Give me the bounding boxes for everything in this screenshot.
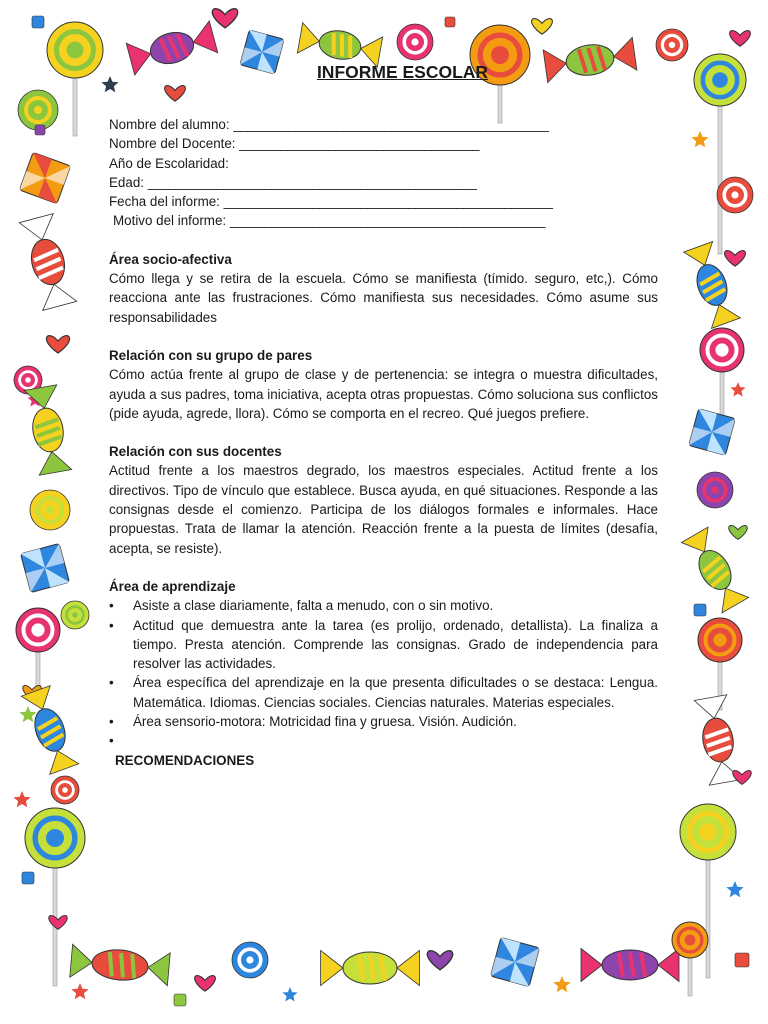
header-fields [109,115,658,231]
bullet-icon: • [109,714,114,730]
field-student-name-blank: ______________________________________________ [233,117,549,132]
swirl-candy-icon [18,90,58,130]
star-icon [71,983,88,999]
star-icon [553,976,570,992]
gumdrop-icon [35,125,45,135]
wrapped-candy-icon [19,214,77,311]
square-candy-icon [21,544,70,593]
field-school-year: Año de Escolaridad: [109,155,229,171]
swirl-candy-icon [51,776,79,804]
field-report-date: Fecha del informe: ________________________________________________ [109,194,553,210]
square-candy-icon [689,409,736,456]
field-report-reason-blank: ______________________________________________ [229,213,545,229]
heart-icon [532,19,553,35]
star-icon [730,382,745,397]
wrapped-candy-icon [581,949,679,982]
list-item-empty [109,731,658,750]
bullet-icon: • [109,598,114,614]
gumdrop-icon [735,953,749,967]
heart-icon [195,976,216,992]
list-item: • Área sensorio-motora: Motricidad fina y gruesa. Visión. Audición. [109,712,658,731]
section-peer-group [109,346,658,423]
star-icon [726,881,743,897]
section-heading: Área de aprendizaje [109,578,236,594]
list-item: • Área específica del aprendizaje en la que presenta dificultades o se destaca: Lengua. Matemática. Idiomas. Ciencias sociales. Ciencias naturales. Materias especiales. [109,675,658,710]
heart-icon [49,916,67,930]
star-icon [19,706,36,722]
heart-icon [733,771,751,785]
page-title: INFORME ESCOLAR [316,62,489,82]
heart-icon [427,951,452,970]
star-icon [282,987,297,1002]
bullet-icon: • [109,675,114,691]
wrapped-candy-icon [70,944,171,985]
field-teacher-name: Nombre del Docente: ___________________________________ [109,136,479,152]
field-teacher-name-blank: ___________________________________ [239,136,479,152]
square-candy-icon [491,938,540,987]
swirl-candy-icon [232,942,268,978]
heart-icon [46,336,69,353]
section-text: Cómo actúa frente al grupo de clase y de pertenencia: se integra o muestra dificultades, ayuda a sus padres, toma iniciativa, acepta otras propuestas. Cómo soluciona sus conflictos (pide ayuda, agrede, llora). Cómo se comporta en el recreo. Qué juegos prefiere. [109,367,658,421]
heart-icon [725,251,746,267]
section-heading: Relación con su grupo de pares [109,347,313,363]
swirl-candy-icon [397,24,433,60]
section-text: Actitud frente a los maestros degrado, los maestros especiales. Actitud frente a los directivos. Tipo de vínculo que establece. Busca ayuda, en qué situaciones. Responde a las consignas desde el comienzo. Participa de los diálogos formales e informales. Hace propuestas. Trata de llamar la atención. Reacción frente a la puesta de límites (desafía, acepta, se resiste). [109,463,658,556]
bullet-icon: • [109,733,114,749]
swirl-candy-icon [656,29,688,61]
section-teachers [109,442,658,558]
learning-list [109,596,658,750]
field-report-date-blank: ________________________________________________ [223,194,553,210]
swirl-candy-icon [717,177,753,213]
gumdrop-icon [174,994,186,1006]
star-icon [691,131,708,147]
recommendations-heading: RECOMENDACIONES [115,752,255,768]
swirl-candy-icon [697,472,733,508]
wrapped-candy-icon [21,686,78,775]
swirl-candy-icon [30,490,70,530]
star-icon [13,791,30,807]
wrapped-candy-icon [297,23,382,67]
field-age: Edad: ________________________________________________ [109,174,477,190]
section-learning [109,577,658,751]
field-report-reason: Motivo del informe: ______________________________________________ [113,213,545,229]
gumdrop-icon [445,17,455,27]
gumdrop-icon [694,604,706,616]
list-item: • Actitud que demuestra ante la tarea (es prolijo, ordenado, detallista). La finaliza a tiempo. Presta atención. Comprende las consignas. Grado de independencia para resolver las actividades. [109,617,658,672]
wrapped-candy-icon [681,527,748,613]
gumdrop-icon [22,872,34,884]
section-heading: Área socio-afectiva [109,251,232,267]
section-text: Cómo llega y se retira de la escuela. Cómo se manifiesta (tímido. seguro, etc,). Cómo reacciona ante las frustraciones. Cómo manifiesta sus necesidades. Cómo asume sus responsabilidades [109,271,658,325]
field-age-blank: ________________________________________________ [147,174,477,190]
swirl-candy-icon [61,601,89,629]
section-socio-affective [109,250,658,327]
bullet-icon: • [109,617,114,633]
report-document [109,62,658,770]
gumdrop-icon [32,16,44,28]
lollipop-icon [694,54,746,254]
field-student-name: Nombre del alumno: ______________________________________________ [109,117,549,132]
section-heading: Relación con sus docentes [109,444,282,460]
list-item: • Asiste a clase diariamente, falta a menudo, con o sin motivo. [109,596,658,615]
lollipop-icon [16,608,60,695]
heart-icon [212,9,237,28]
wrapped-candy-icon [321,950,420,985]
heart-icon [730,31,751,47]
heart-icon [729,526,747,540]
square-candy-icon [19,152,70,203]
